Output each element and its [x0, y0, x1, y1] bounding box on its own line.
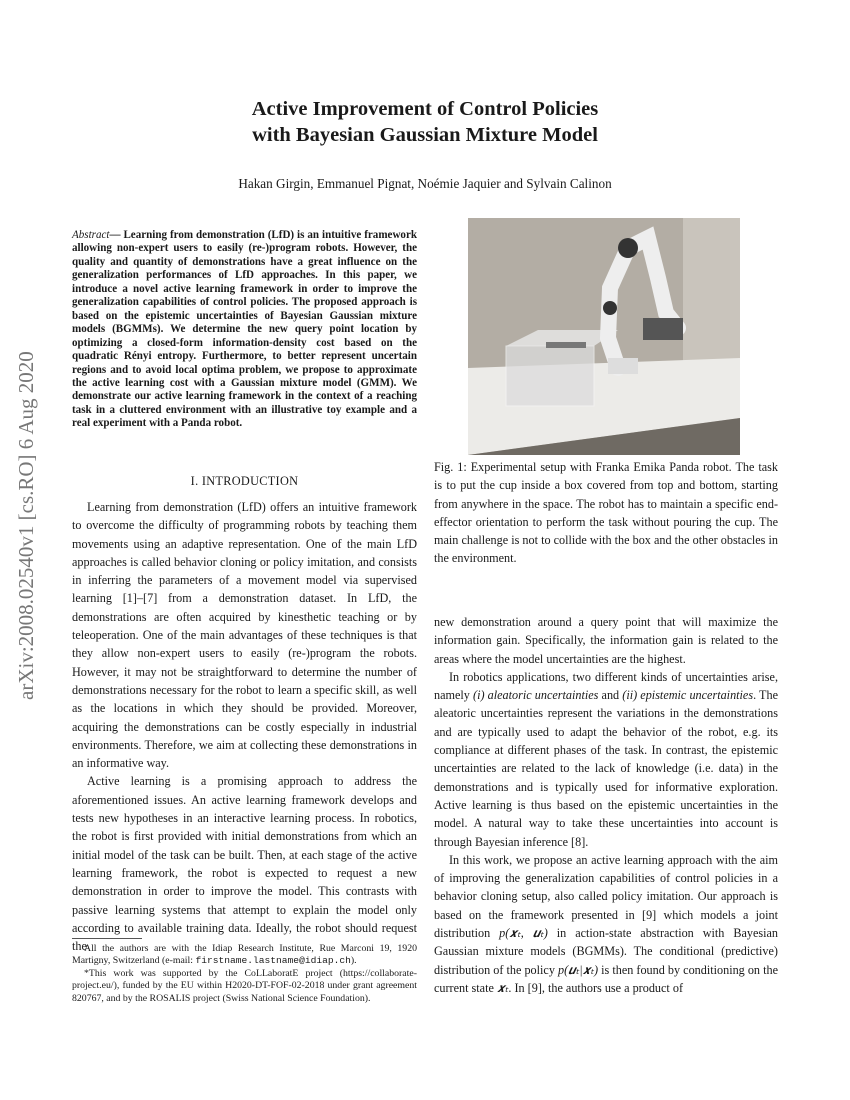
paper-title [0, 96, 850, 148]
paragraph: Active learning is a promising approach to address the aforementioned issues. An active learning framework develops and tests new hypotheses in an interactive learning process. In robotics, the robot is first provided with initial demonstrations from which an initial model of the task can be built. Then, at each stage of the active learning framework, the robot is expected to request a new demonstration in order to improve the model. This contrasts with passive learning systems that attempt to explain the model only according to available training data. Ideally, the robot should request the [72, 774, 417, 954]
footnote-text: All the authors are with the Idiap Research Institute, Rue Marconi 19, 1920 Martigny, Switzerland (e-mail: [72, 943, 417, 967]
abstract-label: Abstract [72, 229, 110, 241]
intro-text [72, 498, 417, 955]
title-line-1: Active Improvement of Control Policies [251, 98, 599, 120]
text: . The aleatoric uncertainties represent the variations in the demonstrations and are typically used to adapt the behavior of the robot, e.g. its compliance at different phases of the task. In contrast, the epistemic uncertainties are related to the lack of knowledge (i.e. data) in the demonstrations and is typically used for informative exploration. Active learning is thus based on the epistemic uncertainties in the model. A natural way to take these uncertainties into account is through Bayesian inference [8]. [434, 688, 778, 849]
math: 𝒙ₜ [496, 980, 509, 995]
footnote-text: ). [350, 955, 357, 967]
footnote-rule [72, 938, 142, 939]
arxiv-identifier: arXiv:2008.02540v1 [cs.RO] 6 Aug 2020 [14, 351, 38, 700]
paragraph [434, 668, 778, 851]
paragraph [434, 851, 778, 997]
text: and [598, 688, 623, 703]
math: p(𝒖ₜ|𝒙ₜ) [558, 962, 599, 977]
math: p(𝒙ₜ, 𝒖ₜ) [499, 926, 548, 941]
emphasis: (i) aleatoric uncertainties [473, 688, 599, 703]
footnote-affiliation [72, 943, 417, 968]
text: . In [9], the authors use a product of [508, 980, 684, 995]
right-column-text [434, 613, 778, 997]
section-heading: I. INTRODUCTION [190, 474, 299, 488]
text: In this work, we propose an active learning approach with the aim of improving the generalization capabilities of control policies in a behavior cloning setup, also called policy imitation. Our approach is based on the framework presented in [9] which models a joint distribution [434, 852, 778, 941]
title-line-2: with Bayesian Gaussian Mixture Model [252, 124, 598, 146]
text: in action-state abstraction with Bayesian Gaussian mixture models (BGMMs). The conditional (predictive) distribution of the policy [434, 926, 778, 977]
footnotes [72, 943, 417, 1005]
text: In robotics applications, two different kinds of uncertainties arise, namely [434, 669, 778, 703]
email: firstname.lastname@idiap.ch [195, 955, 351, 967]
figure-1-photo [468, 218, 740, 455]
figure-caption: Fig. 1: Experimental setup with Franka Emika Panda robot. The task is to put the cup inside a box covered from top and bottom, starting from anywhere in the space. The robot has to maintain a specific end-effector orientation to perform the task without pouring the cup. The main challenge is not to collide with the box and the other obstacles in the environment. [434, 460, 778, 566]
paragraph: Learning from demonstration (LfD) offers an intuitive framework to overcome the difficulty of programming robots by teaching them movements using an adaptive representation. One of the main LfD approaches is called behavior cloning or policy imitation, and consists in inferring the parameters of a movement model via supervised learning [1]–[7] from a demonstration dataset. In LfD, the demonstrations are often acquired by kinesthetic teaching or by teleoperation. One of the main advantages of these techniques is that they allow non-expert users to easily (re-)program the robots. However, it may not be straightforward to determine the number of demonstrations necessary for the robot to learn a specific skill, as well as the locations in which they should be provided. Moreover, acquiring the demonstrations can be costly especially in industrial environments. Therefore, we aim at collecting these demonstrations in an informative way. [72, 500, 417, 771]
authors: Hakan Girgin, Emmanuel Pignat, Noémie Jaquier and Sylvain Calinon [238, 176, 612, 191]
text: is then found by conditioning on the current state [434, 962, 778, 995]
abstract [72, 229, 417, 431]
paragraph: new demonstration around a query point that will maximize the information gain. Specifically, the information gain is related to the areas where the model uncertainties are the highest. [434, 615, 778, 666]
footnote-funding: *This work was supported by the CoLLaboratE project (https://collaborate-project.eu/), funded by the EU within H2020-DT-FOF-02-2018 under grant agreement 820767, and by the ROSALIS project (Swiss National Science Foundation). [72, 967, 417, 1004]
emphasis: (ii) epistemic uncertainties [622, 688, 754, 703]
abstract-text: — Learning from demonstration (LfD) is an intuitive framework allowing non-expert users to easily (re-)program robots. However, the quality and quantity of demonstrations have a great influence on the generalization performances of LfD approaches. In this paper, we introduce a novel active learning framework in order to improve the generalization capabilities of control policies. The proposed approach is based on the epistemic uncertainties of Bayesian Gaussian mixture models (BGMMs). We determine the new query point location by optimizing a closed-form information-density cost based on the quadratic Rényi entropy. Furthermore, to better represent uncertain regions and to avoid local optima problem, we propose to approximate the active learning cost with a Gaussian mixture model (GMM). We demonstrate our active learning framework in the context of a reaching task in a cluttered environment with an illustrative toy example and a real experiment with a Panda robot. [72, 229, 417, 430]
robot-setup-image [468, 218, 740, 455]
